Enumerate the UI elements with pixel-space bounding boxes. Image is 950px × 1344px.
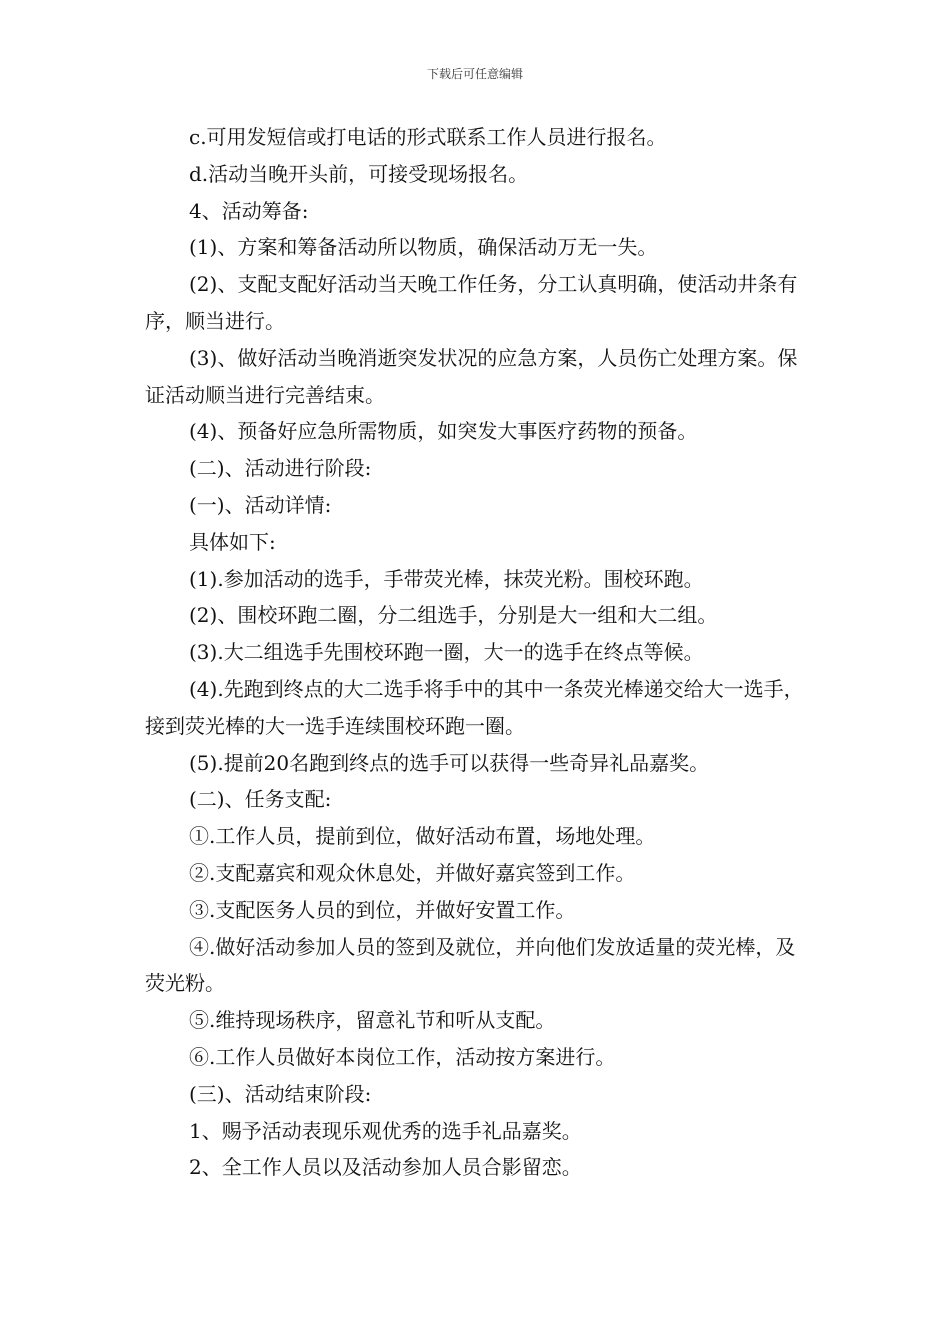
paragraph-registration-onsite: d.活动当晚开头前，可接受现场报名。: [189, 161, 529, 186]
paragraph-task-1: ①.工作人员，提前到位，做好活动布置，场地处理。: [189, 824, 656, 849]
subheading-task-assignment: (二)、任务支配:: [189, 787, 332, 812]
paragraph-prep-2: (2)、支配支配好活动当天晚工作任务，分工认真明确，使活动井条有序，顺当进行。: [145, 272, 798, 333]
subheading-activity-details: (一)、活动详情:: [189, 492, 332, 517]
paragraph-task-6: ⑥.工作人员做好本岗位工作，活动按方案进行。: [189, 1044, 616, 1069]
paragraph-detail-4: (4).先跑到终点的大二选手将手中的其中一条荧光棒递交给大一选手，接到荧光棒的大一选手连续围校环跑一圈。: [145, 676, 804, 738]
paragraph-detail-2: (2)、围校环跑二圈，分二组选手，分别是大一组和大二组。: [189, 603, 718, 628]
paragraph-details-intro: 具体如下:: [189, 529, 276, 554]
paragraph-prep-1: (1)、方案和筹备活动所以物质，确保活动万无一失。: [189, 235, 658, 260]
paragraph-task-4: ④.做好活动参加人员的签到及就位，并向他们发放适量的荧光棒，及荧光粉。: [145, 934, 796, 996]
paragraph-closing-2: 2、全工作人员以及活动参加人员合影留恋。: [189, 1155, 582, 1180]
paragraph-registration-sms: c.可用发短信或打电话的形式联系工作人员进行报名。: [189, 125, 667, 149]
paragraph-closing-1: 1、赐予活动表现乐观优秀的选手礼品嘉奖。: [189, 1118, 582, 1143]
paragraph-prep-4: (4)、预备好应急所需物质，如突发大事医疗药物的预备。: [189, 419, 698, 444]
paragraph-detail-5: (5).提前20名跑到终点的选手可以获得一些奇异礼品嘉奖。: [189, 750, 710, 775]
document-body: [145, 119, 810, 1186]
section-heading-activity-stage: (二)、活动进行阶段:: [189, 456, 372, 481]
paragraph-detail-1: (1).参加活动的选手，手带荧光棒，抹荧光粉。围校环跑。: [189, 566, 704, 591]
section-heading-preparation: 4、活动筹备:: [189, 198, 309, 223]
section-heading-closing-stage: (三)、活动结束阶段:: [189, 1081, 372, 1106]
page-header: 下载后可任意编辑: [426, 67, 523, 81]
paragraph-detail-3: (3).大二组选手先围校环跑一圈，大一的选手在终点等候。: [189, 640, 704, 665]
paragraph-task-3: ③.支配医务人员的到位，并做好安置工作。: [189, 897, 576, 922]
paragraph-prep-3: (3)、做好活动当晚消逝突发状况的应急方案，人员伤亡处理方案。保证活动顺当进行完善结束。: [145, 345, 798, 407]
paragraph-task-2: ②.支配嘉宾和观众休息处，并做好嘉宾签到工作。: [189, 860, 636, 885]
paragraph-task-5: ⑤.维持现场秩序，留意礼节和听从支配。: [189, 1008, 556, 1033]
